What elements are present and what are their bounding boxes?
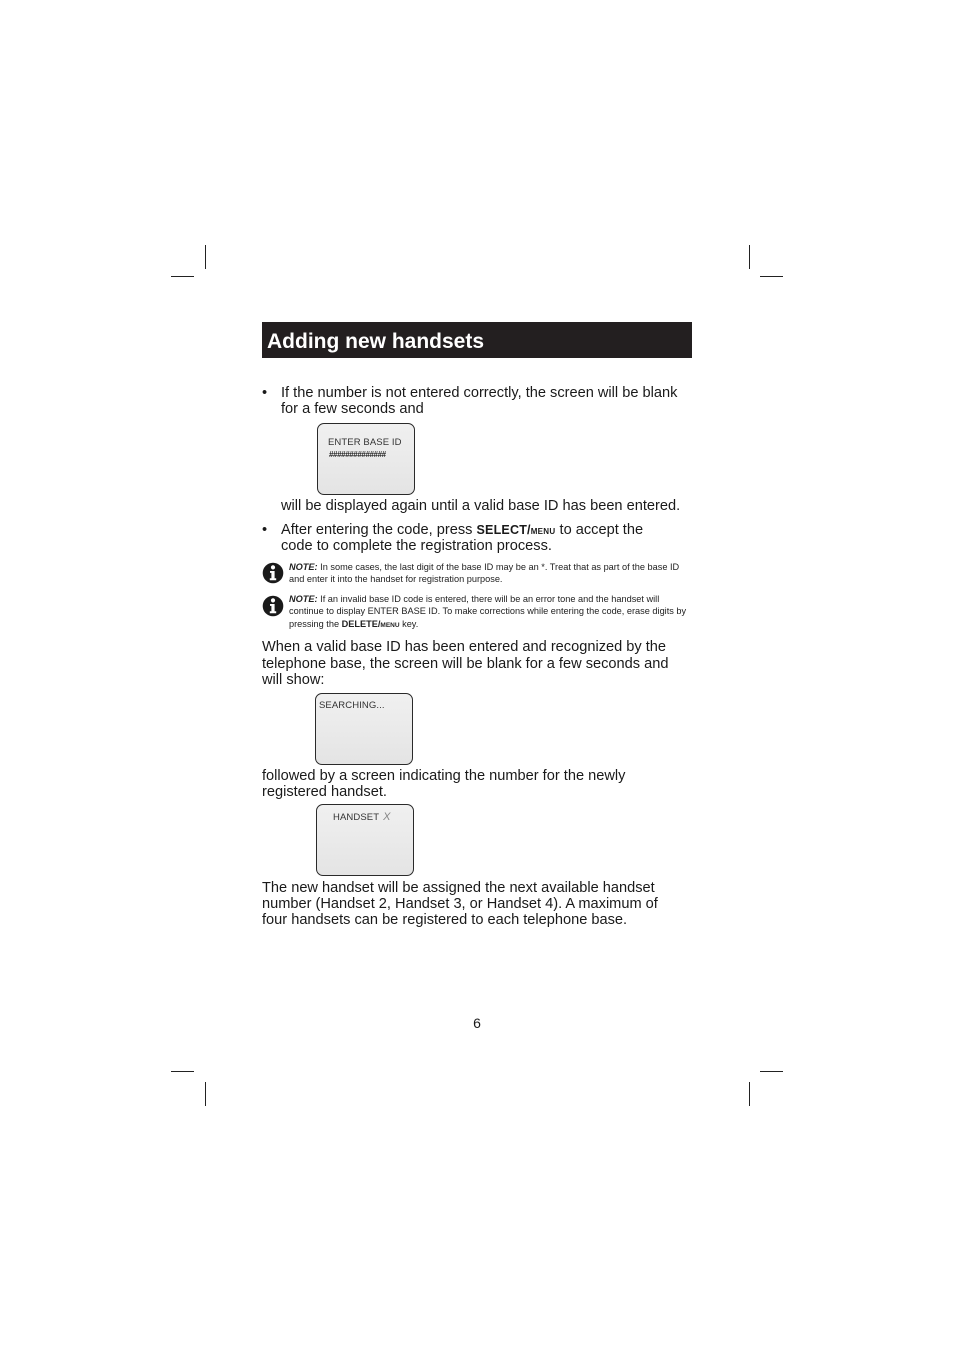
lcd-screen-searching: [315, 693, 413, 765]
crop-mark: [205, 1082, 206, 1106]
crop-mark: [171, 1071, 194, 1072]
bullet2-post: to accept the: [555, 522, 644, 538]
para2-line1: followed by a screen indicating the number for the newly: [262, 768, 626, 784]
select-menu-key: [477, 523, 556, 537]
crop-mark: [749, 245, 750, 269]
bullet1-line1: If the number is not entered correctly, the screen will be blank: [281, 385, 678, 401]
note2-line3: [289, 618, 686, 632]
crop-mark: [749, 1082, 750, 1106]
bullet1-line2: for a few seconds and: [281, 401, 424, 417]
note-text: If an invalid base ID code is entered, there will be an error tone and the handset will: [317, 594, 660, 604]
page-title: Adding new handsets: [262, 322, 692, 358]
delete-menu-key: [342, 619, 400, 629]
lcd-screen-enter-base-id: [317, 423, 415, 495]
bullet-marker: •: [262, 522, 268, 538]
crop-mark: [760, 276, 783, 277]
para1-line2: telephone base, the screen will be blank for a few seconds and: [262, 656, 669, 672]
note1-line2: and enter it into the handset for registration purpose.: [289, 574, 503, 585]
lcd-label: HANDSET: [333, 812, 380, 823]
para3-line2: number (Handset 2, Handset 3, or Handset 4). A maximum of: [262, 896, 658, 912]
note-text: In some cases, the last digit of the base ID may be an *. Treat that as part of the base ID: [317, 562, 680, 572]
lcd-line: ENTER BASE ID: [328, 437, 402, 448]
key-label: DELETE/: [341, 618, 381, 629]
lcd-screen-handset: [316, 804, 414, 876]
bullet1-after: will be displayed again until a valid base ID has been entered.: [281, 498, 681, 514]
para1-line3: will show:: [262, 672, 325, 688]
crop-mark: [205, 245, 206, 269]
info-icon: [262, 595, 284, 617]
lcd-variable: X: [383, 811, 391, 823]
key-label: SELECT/: [476, 523, 531, 537]
lcd-hash-row: ##############: [329, 450, 386, 459]
para3-line3: four handsets can be registered to each telephone base.: [262, 912, 628, 928]
crop-mark: [760, 1071, 783, 1072]
bullet2-line2: code to complete the registration process.: [281, 538, 552, 554]
note2-line1: [289, 593, 686, 605]
note-text: key.: [399, 618, 419, 629]
bullet-marker: •: [262, 385, 268, 401]
key-label-small: MENU: [530, 527, 556, 536]
para3-line1: The new handset will be assigned the next available handset: [262, 880, 655, 896]
note1-line1: [289, 561, 679, 573]
bullet2-pre: After entering the code, press: [281, 522, 477, 538]
para2-line2: registered handset.: [262, 784, 387, 800]
note-1: [289, 561, 679, 586]
note-text: pressing the: [289, 618, 342, 629]
note-label: NOTE:: [289, 562, 318, 572]
lcd-line: [333, 811, 391, 823]
page-number: 6: [473, 1015, 481, 1031]
info-icon: [262, 562, 284, 584]
note-2: [289, 593, 686, 632]
para1-line1: When a valid base ID has been entered and recognized by the: [262, 639, 667, 655]
crop-mark: [171, 276, 194, 277]
lcd-line: SEARCHING...: [319, 700, 385, 711]
key-label-small: MENU: [380, 621, 400, 629]
note2-line2: continue to display ENTER BASE ID. To make corrections while entering the code, erase digits by: [289, 606, 687, 617]
note-label: NOTE:: [289, 594, 318, 604]
